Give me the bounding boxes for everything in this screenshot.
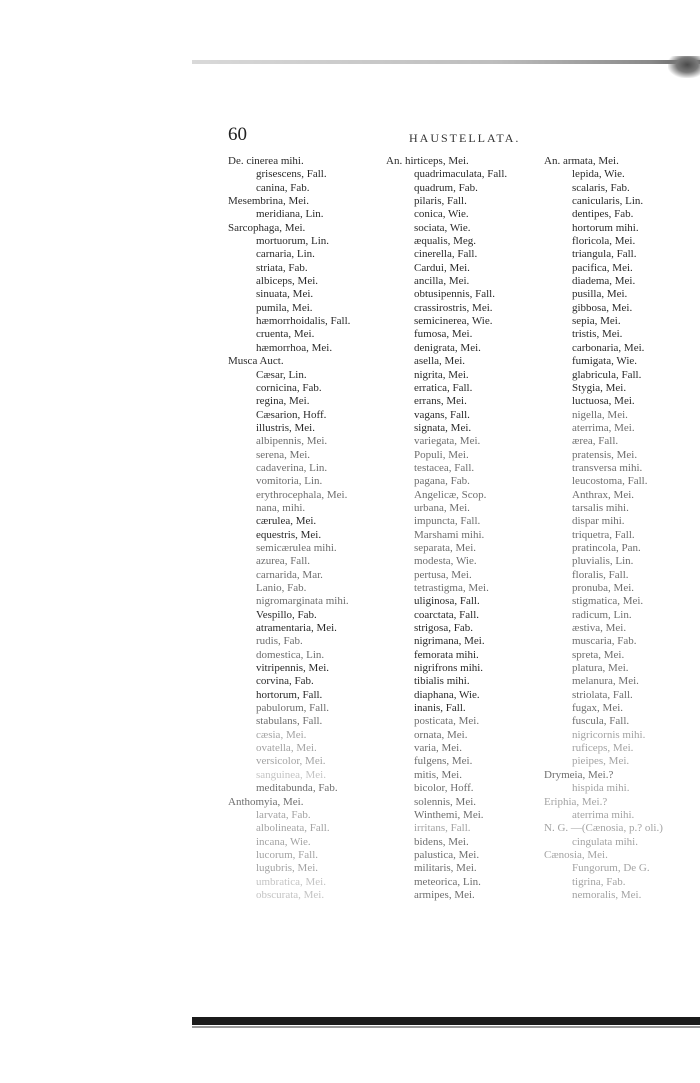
species-entry: spreta, Mei. <box>572 648 625 661</box>
species-entry: uliginosa, Fall. <box>414 595 480 608</box>
species-entry: solennis, Mei. <box>414 795 477 808</box>
species-entry: striata, Fab. <box>256 261 308 274</box>
species-entry: posticata, Mei. <box>414 715 480 728</box>
species-entry: carnarida, Mar. <box>256 568 323 581</box>
species-entry: meteorica, Lin. <box>414 875 481 888</box>
species-entry: meditabunda, Fab. <box>256 782 338 795</box>
species-entry: nigrita, Mei. <box>414 368 469 381</box>
species-entry: nigrifrons mihi. <box>414 662 484 675</box>
running-head: HAUSTELLATA. <box>409 131 521 145</box>
species-entry: Winthemi, Mei. <box>414 808 484 821</box>
species-entry: Anthrax, Mei. <box>572 488 635 501</box>
species-entry: cinerella, Fall. <box>414 248 478 261</box>
species-column-3 <box>544 155 663 902</box>
species-entry: hæmorrhoa, Mei. <box>256 341 333 354</box>
species-entry: mitis, Mei. <box>414 768 462 781</box>
species-entry: cæsia, Mei. <box>256 728 307 741</box>
species-entry: rudis, Fab. <box>256 635 303 648</box>
genus-entry: Musca Auct. <box>228 355 284 368</box>
page-number: 60 <box>228 124 247 145</box>
species-entry: umbratica, Mei. <box>256 875 326 888</box>
species-entry: diadema, Mei. <box>572 275 636 288</box>
genus-entry: Drymeia, Mei.? <box>544 768 614 781</box>
species-entry: semicinerea, Wie. <box>414 315 493 328</box>
species-entry: hortorum, Fall. <box>256 688 323 701</box>
species-entry: variegata, Mei. <box>414 435 481 448</box>
species-entry: scalaris, Fab. <box>572 181 630 194</box>
species-entry: corvina, Fab. <box>256 675 314 688</box>
species-entry: errans, Mei. <box>414 395 467 408</box>
species-entry: denigrata, Mei. <box>414 341 481 354</box>
species-entry: cornicina, Fab. <box>256 381 322 394</box>
species-column-2 <box>386 155 507 902</box>
species-entry: signata, Mei. <box>414 421 472 434</box>
species-entry: diaphana, Wie. <box>414 688 480 701</box>
species-entry: canicularis, Lin. <box>572 195 644 208</box>
species-entry: nigromarginata mihi. <box>256 595 349 608</box>
species-entry: obtusipennis, Fall. <box>414 288 495 301</box>
species-entry: versicolor, Mei. <box>256 755 326 768</box>
genus-entry: Anthomyia, Mei. <box>228 795 304 808</box>
species-entry: Populi, Mei. <box>414 448 469 461</box>
species-entry: quadrum, Fab. <box>414 181 478 194</box>
species-entry: irritans, Fall. <box>414 822 471 835</box>
species-entry: pilaris, Fall. <box>414 195 467 208</box>
species-entry: crassirostris, Mei. <box>414 301 493 314</box>
species-entry: ovatella, Mei. <box>256 742 317 755</box>
species-entry: regina, Mei. <box>256 395 310 408</box>
species-entry: dispar mihi. <box>572 515 625 528</box>
species-entry: vitripennis, Mei. <box>256 662 330 675</box>
species-entry: stigmatica, Mei. <box>572 595 644 608</box>
genus-entry: Cænosia, Mei. <box>544 848 608 861</box>
species-entry: incana, Wie. <box>256 835 311 848</box>
species-entry: muscaria, Fab. <box>572 635 637 648</box>
species-entry: aterrima, Mei. <box>572 421 635 434</box>
species-entry: nana, mihi. <box>256 501 306 514</box>
species-entry: ærea, Fall. <box>572 435 619 448</box>
species-entry: testacea, Fall. <box>414 461 475 474</box>
page-bottom-edge-line <box>192 1026 700 1028</box>
genus-entry: N. G. —(Cænosia, p.? oli.) <box>544 822 663 835</box>
species-entry: bicolor, Hoff. <box>414 782 474 795</box>
species-entry: Cardui, Mei. <box>414 261 470 274</box>
species-entry: sinuata, Mei. <box>256 288 314 301</box>
species-entry: grisescens, Fall. <box>256 168 327 181</box>
species-entry: obscurata, Mei. <box>256 888 325 901</box>
species-entry: pieipes, Mei. <box>572 755 630 768</box>
species-entry: dentipes, Fab. <box>572 208 634 221</box>
species-entry: Vespillo, Fab. <box>256 608 317 621</box>
genus-entry: De. cinerea mihi. <box>228 155 304 167</box>
genus-entry: Sarcophaga, Mei. <box>228 221 306 234</box>
species-entry: nemoralis, Mei. <box>572 888 642 901</box>
species-entry: pratensis, Mei. <box>572 448 638 461</box>
species-entry: mortuorum, Lin. <box>256 235 330 248</box>
species-entry: urbana, Mei. <box>414 501 470 514</box>
species-entry: fumigata, Wie. <box>572 355 638 368</box>
species-entry: carnaria, Lin. <box>256 248 315 261</box>
species-entry: radicum, Lin. <box>572 608 632 621</box>
species-entry: pertusa, Mei. <box>414 568 472 581</box>
species-entry: lepida, Wie. <box>572 168 625 181</box>
species-entry: serena, Mei. <box>256 448 311 461</box>
species-entry: fuscula, Fall. <box>572 715 630 728</box>
species-entry: sociata, Wie. <box>414 221 471 234</box>
species-entry: femorata mihi. <box>414 648 479 661</box>
species-entry: asella, Mei. <box>414 355 466 368</box>
species-entry: cærulea, Mei. <box>256 515 317 528</box>
species-entry: modesta, Wie. <box>414 555 477 568</box>
species-entry: strigosa, Fab. <box>414 622 473 635</box>
page-corner-blot <box>668 56 700 78</box>
species-entry: quadrimaculata, Fall. <box>414 168 508 181</box>
species-entry: lugubris, Mei. <box>256 862 319 875</box>
species-entry: vagans, Fall. <box>414 408 470 421</box>
species-entry: fugax, Mei. <box>572 702 624 715</box>
species-entry: æqualis, Meg. <box>414 235 477 248</box>
species-entry: ornata, Mei. <box>414 728 468 741</box>
page-bottom-edge-shadow <box>192 1017 700 1025</box>
species-entry: tristis, Mei. <box>572 328 623 341</box>
species-entry: atramentaria, Mei. <box>256 622 337 635</box>
species-entry: hortorum mihi. <box>572 221 639 234</box>
species-entry: canina, Fab. <box>256 181 310 194</box>
genus-entry: An. armata, Mei. <box>544 155 619 167</box>
species-entry: albolineata, Fall. <box>256 822 330 835</box>
species-entry: fulgens, Mei. <box>414 755 473 768</box>
species-entry: cadaverina, Lin. <box>256 461 328 474</box>
species-entry: erythrocephala, Mei. <box>256 488 348 501</box>
species-entry: ancilla, Mei. <box>414 275 470 288</box>
species-entry: lucorum, Fall. <box>256 848 319 861</box>
species-entry: transversa mihi. <box>572 461 643 474</box>
species-entry: tarsalis mihi. <box>572 501 629 514</box>
species-entry: vomitoria, Lin. <box>256 475 323 488</box>
species-entry: pabulorum, Fall. <box>256 702 330 715</box>
species-entry: impuncta, Fall. <box>414 515 481 528</box>
species-entry: inanis, Fall. <box>414 702 466 715</box>
species-entry: tigrina, Fab. <box>572 875 626 888</box>
species-entry: sanguinea, Mei. <box>256 768 326 781</box>
species-entry: tibialis mihi. <box>414 675 470 688</box>
species-entry: fumosa, Mei. <box>414 328 473 341</box>
species-entry: ruficeps, Mei. <box>572 742 634 755</box>
species-entry: melanura, Mei. <box>572 675 639 688</box>
species-entry: glabricula, Fall. <box>572 368 642 381</box>
species-entry: domestica, Lin. <box>256 648 325 661</box>
species-entry: palustica, Mei. <box>414 848 480 861</box>
species-entry: platura, Mei. <box>572 662 629 675</box>
species-entry: sepia, Mei. <box>572 315 621 328</box>
species-entry: carbonaria, Mei. <box>572 341 645 354</box>
species-entry: nigella, Mei. <box>572 408 628 421</box>
species-entry: cingulata mihi. <box>572 835 638 848</box>
species-entry: aterrima mihi. <box>572 808 635 821</box>
species-entry: pluvialis, Lin. <box>572 555 634 568</box>
species-entry: larvata, Fab. <box>256 808 311 821</box>
species-entry: pumila, Mei. <box>256 301 313 314</box>
species-entry: armipes, Mei. <box>414 888 475 901</box>
species-entry: Stygia, Mei. <box>572 381 627 394</box>
species-entry: pacifica, Mei. <box>572 261 633 274</box>
species-entry: pronuba, Mei. <box>572 582 635 594</box>
species-entry: tetrastigma, Mei. <box>414 582 489 594</box>
species-entry: Fungorum, De G. <box>572 862 650 875</box>
species-entry: hæmorrhoidalis, Fall. <box>256 315 351 328</box>
species-entry: luctuosa, Mei. <box>572 395 635 408</box>
species-entry: triangula, Fall. <box>572 248 637 261</box>
species-entry: varia, Mei. <box>414 742 462 755</box>
species-entry: pusilla, Mei. <box>572 288 628 301</box>
species-entry: pratincola, Pan. <box>572 541 641 554</box>
species-entry: gibbosa, Mei. <box>572 301 633 314</box>
species-entry: Angelicæ, Scop. <box>414 488 487 501</box>
species-entry: pagana, Fab. <box>414 475 470 488</box>
genus-entry: Mesembrina, Mei. <box>228 195 309 208</box>
species-entry: equestris, Mei. <box>256 528 322 541</box>
species-entry: floricola, Mei. <box>572 235 636 248</box>
species-entry: Marshami mihi. <box>414 528 485 541</box>
species-entry: hispida mihi. <box>572 782 630 795</box>
species-entry: bidens, Mei. <box>414 835 469 848</box>
species-entry: floralis, Fall. <box>572 568 629 581</box>
species-entry: meridiana, Lin. <box>256 208 324 221</box>
species-entry: cruenta, Mei. <box>256 328 315 341</box>
species-entry: Lanio, Fab. <box>256 582 307 594</box>
genus-entry: Eriphia, Mei.? <box>544 795 608 808</box>
species-entry: militaris, Mei. <box>414 862 477 875</box>
species-column-1 <box>228 155 350 902</box>
species-entry: azurea, Fall. <box>256 555 311 568</box>
species-entry: conica, Wie. <box>414 208 469 221</box>
species-entry: stabulans, Fall. <box>256 715 323 728</box>
species-entry: nigrimana, Mei. <box>414 635 485 648</box>
species-entry: leucostoma, Fall. <box>572 475 648 488</box>
species-entry: Cæsar, Lin. <box>256 368 307 381</box>
species-entry: erratica, Fall. <box>414 381 473 394</box>
species-entry: triquetra, Fall. <box>572 528 635 541</box>
genus-entry: An. hirticeps, Mei. <box>386 155 469 167</box>
species-entry: nigricornis mihi. <box>572 728 646 741</box>
species-entry: albiceps, Mei. <box>256 275 319 288</box>
species-entry: striolata, Fall. <box>572 688 633 701</box>
species-entry: æstiva, Mei. <box>572 622 627 635</box>
species-entry: albipennis, Mei. <box>256 435 328 448</box>
species-entry: Cæsarion, Hoff. <box>256 408 327 421</box>
page-top-edge-shadow <box>192 60 700 64</box>
species-entry: semicærulea mihi. <box>256 541 337 554</box>
species-entry: coarctata, Fall. <box>414 608 480 621</box>
species-entry: illustris, Mei. <box>256 421 315 434</box>
species-entry: separata, Mei. <box>414 541 476 554</box>
